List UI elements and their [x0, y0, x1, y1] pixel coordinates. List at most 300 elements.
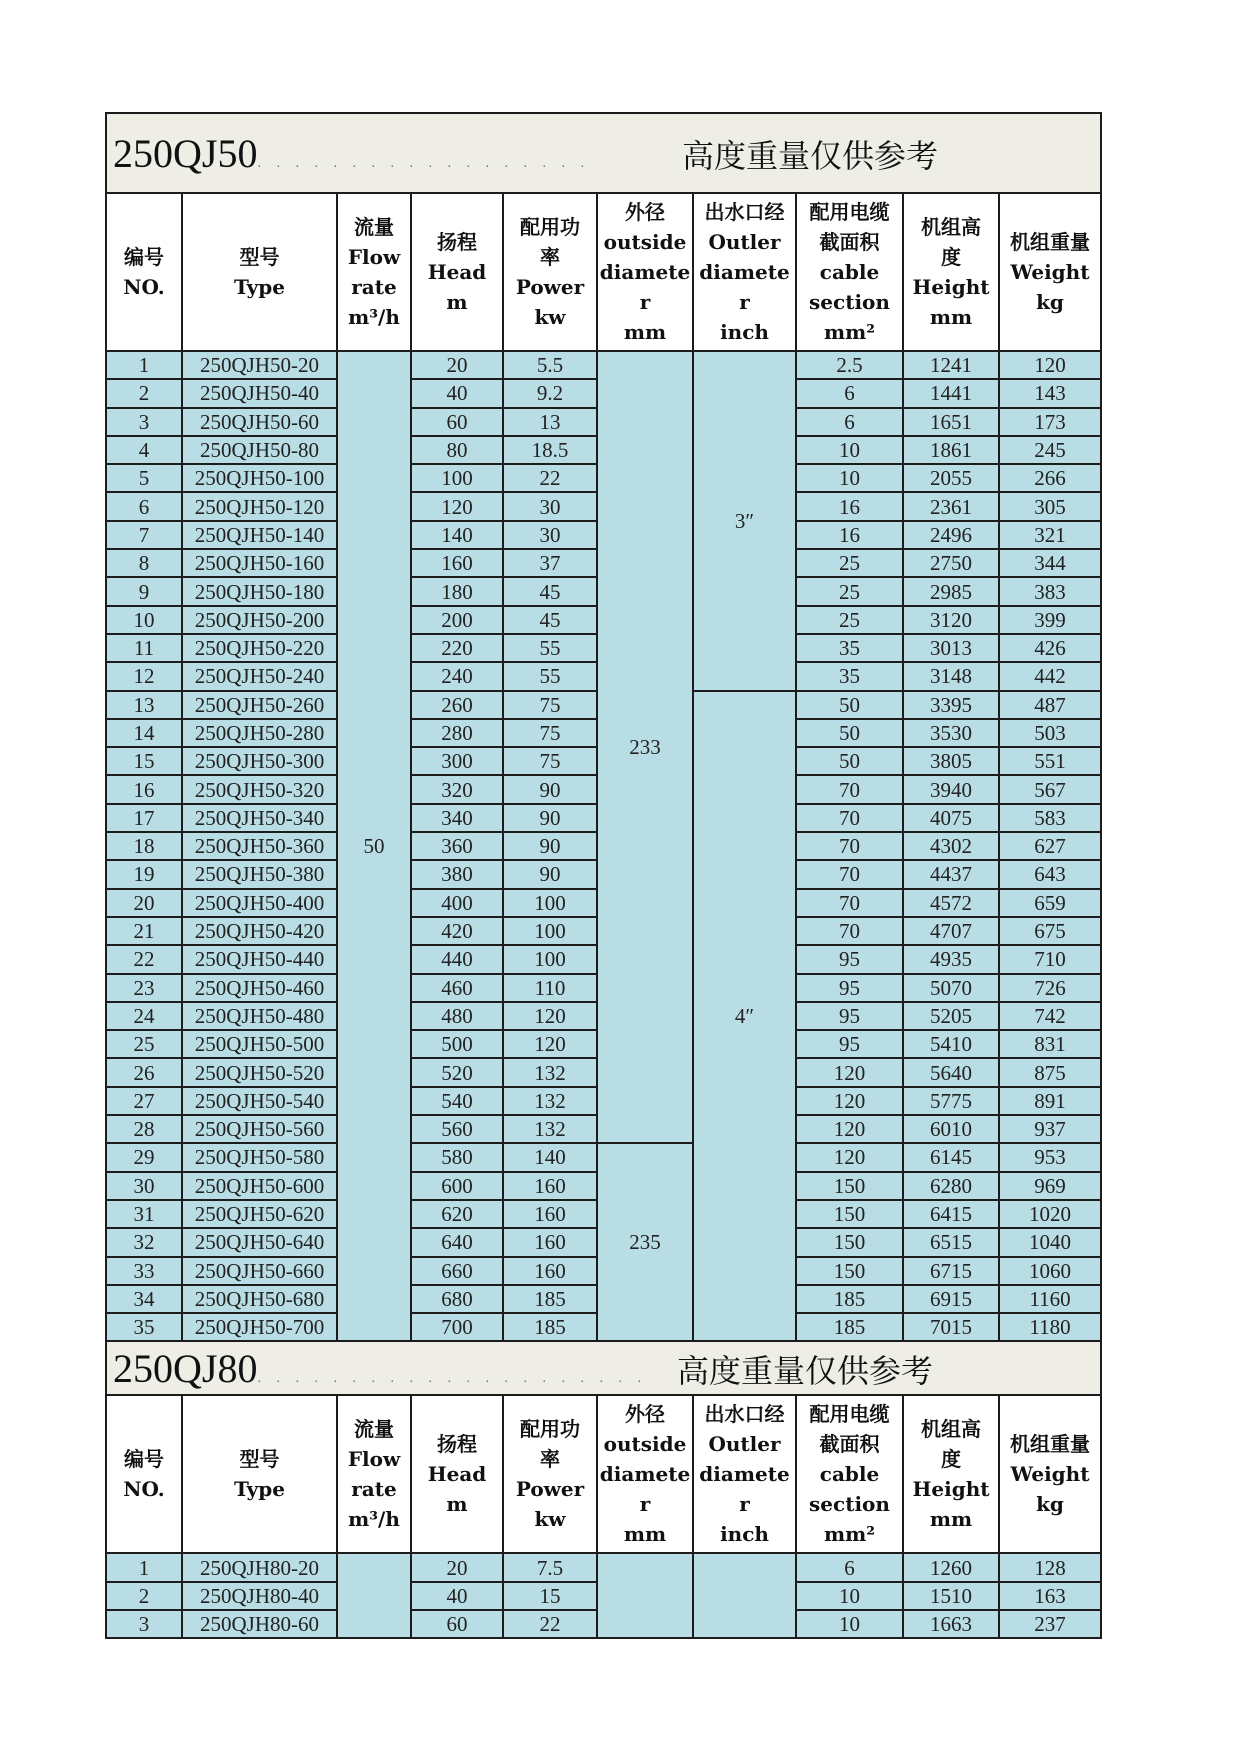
header-flow-line: 流量	[354, 215, 394, 239]
cell-type: 250QJH50-160	[182, 549, 337, 577]
cell-type: 250QJH80-60	[182, 1610, 337, 1638]
header-outside-line: diamete	[599, 1462, 691, 1487]
cell-weight: 1180	[999, 1313, 1101, 1341]
header-outlet-line: Outler	[708, 230, 781, 254]
cell-weight: 891	[999, 1087, 1101, 1115]
cell-height: 3805	[903, 747, 999, 775]
header-outlet-line: diamete	[699, 1462, 790, 1487]
header-flow	[337, 1395, 411, 1553]
cell-cable: 150	[796, 1172, 903, 1200]
cell-head: 240	[411, 662, 503, 690]
header-outlet-line: Outler	[708, 1432, 781, 1457]
cell-type: 250QJH50-620	[182, 1200, 337, 1228]
cell-type: 250QJH50-280	[182, 719, 337, 747]
table-row	[106, 351, 1101, 379]
cell-weight: 567	[999, 775, 1101, 803]
section-note: 高度重量仅供参考	[681, 136, 938, 175]
cell-type: 250QJH50-480	[182, 1002, 337, 1030]
cell-weight: 627	[999, 832, 1101, 860]
cell-power: 5.5	[503, 351, 597, 379]
cell-no: 30	[106, 1172, 182, 1200]
cell-weight: 675	[999, 917, 1101, 945]
cell-cable: 10	[796, 1582, 903, 1610]
header-power-line: Power	[515, 275, 585, 299]
cell-cable: 95	[796, 1002, 903, 1030]
header-head-line: m	[446, 1492, 468, 1517]
header-cable-line: cable	[819, 260, 880, 284]
cell-head: 680	[411, 1285, 503, 1313]
cell-weight: 953	[999, 1143, 1101, 1171]
cell-head: 20	[411, 351, 503, 379]
cell-power: 75	[503, 719, 597, 747]
header-cable-line: cable	[819, 1462, 880, 1487]
cell-type: 250QJH50-440	[182, 945, 337, 973]
cell-weight: 1040	[999, 1228, 1101, 1256]
cell-power: 132	[503, 1087, 597, 1115]
header-head-line: 扬程	[437, 1432, 477, 1457]
header-cable-line: 截面积	[819, 1432, 880, 1457]
cell-no: 28	[106, 1115, 182, 1143]
header-type-line: Type	[233, 1477, 285, 1502]
cell-power: 55	[503, 634, 597, 662]
header-weight-line: Weight	[1010, 260, 1090, 284]
cell-height: 2985	[903, 577, 999, 605]
cell-power: 100	[503, 889, 597, 917]
cell-cable: 70	[796, 917, 903, 945]
cell-height: 1663	[903, 1610, 999, 1638]
cell-height: 4935	[903, 945, 999, 973]
cell-head: 640	[411, 1228, 503, 1256]
cell-height: 4302	[903, 832, 999, 860]
cell-height: 6715	[903, 1257, 999, 1285]
header-flow-line: m³/h	[348, 305, 400, 329]
cell-cable: 95	[796, 974, 903, 1002]
cell-no: 3	[106, 1610, 182, 1638]
cell-height: 1441	[903, 379, 999, 407]
cell-power: 132	[503, 1115, 597, 1143]
cell-type: 250QJH50-300	[182, 747, 337, 775]
cell-no: 4	[106, 436, 182, 464]
header-type-line: Type	[233, 275, 285, 299]
cell-power: 110	[503, 974, 597, 1002]
cell-cable: 70	[796, 832, 903, 860]
header-height-line: 机组高	[921, 215, 981, 239]
cell-type: 250QJH50-600	[182, 1172, 337, 1200]
cell-flow: 50	[337, 351, 411, 1341]
cell-weight: 1160	[999, 1285, 1101, 1313]
cell-weight: 237	[999, 1610, 1101, 1638]
pump-spec-table	[105, 112, 1102, 1639]
header-height	[903, 193, 999, 351]
cell-type: 250QJH50-220	[182, 634, 337, 662]
cell-power: 185	[503, 1313, 597, 1341]
header-power-line: 配用功	[520, 1417, 580, 1442]
cell-height: 1861	[903, 436, 999, 464]
cell-weight: 710	[999, 945, 1101, 973]
header-height-line: Height	[912, 1477, 990, 1502]
header-cable-line: 配用电缆	[809, 200, 890, 224]
cell-height: 4572	[903, 889, 999, 917]
cell-no: 26	[106, 1058, 182, 1086]
cell-cable: 6	[796, 1553, 903, 1581]
cell-head: 440	[411, 945, 503, 973]
cell-head: 420	[411, 917, 503, 945]
cell-head: 300	[411, 747, 503, 775]
cell-no: 10	[106, 606, 182, 634]
cell-head: 380	[411, 860, 503, 888]
cell-height: 6280	[903, 1172, 999, 1200]
cell-height: 3940	[903, 775, 999, 803]
cell-cable: 70	[796, 889, 903, 917]
cell-type: 250QJH50-40	[182, 379, 337, 407]
cell-no: 24	[106, 1002, 182, 1030]
cell-weight: 831	[999, 1030, 1101, 1058]
cell-cable: 16	[796, 521, 903, 549]
cell-type: 250QJH80-40	[182, 1582, 337, 1610]
cell-no: 15	[106, 747, 182, 775]
cell-type: 250QJH80-20	[182, 1553, 337, 1581]
cell-no: 35	[106, 1313, 182, 1341]
cell-height: 6145	[903, 1143, 999, 1171]
cell-weight: 551	[999, 747, 1101, 775]
cell-weight: 305	[999, 492, 1101, 520]
cell-height: 1241	[903, 351, 999, 379]
cell-cable: 150	[796, 1228, 903, 1256]
cell-no: 8	[106, 549, 182, 577]
cell-type: 250QJH50-560	[182, 1115, 337, 1143]
cell-outside: 233	[597, 351, 693, 1143]
header-flow-line: Flow	[347, 245, 401, 269]
cell-height: 3120	[903, 606, 999, 634]
cell-head: 220	[411, 634, 503, 662]
cell-no: 27	[106, 1087, 182, 1115]
cell-type: 250QJH50-20	[182, 351, 337, 379]
section-code: 250QJ50	[113, 130, 258, 176]
header-cable-line: mm²	[823, 1522, 876, 1547]
cell-power: 100	[503, 917, 597, 945]
header-outlet-line: diamete	[699, 260, 790, 284]
cell-head: 540	[411, 1087, 503, 1115]
cell-type: 250QJH50-380	[182, 860, 337, 888]
cell-cable: 50	[796, 719, 903, 747]
cell-flow	[337, 1553, 411, 1638]
cell-height: 3148	[903, 662, 999, 690]
cell-power: 45	[503, 577, 597, 605]
cell-cable: 10	[796, 464, 903, 492]
cell-power: 30	[503, 492, 597, 520]
header-weight-line: Weight	[1010, 1462, 1090, 1487]
cell-no: 22	[106, 945, 182, 973]
cell-weight: 937	[999, 1115, 1101, 1143]
cell-cable: 50	[796, 747, 903, 775]
cell-no: 5	[106, 464, 182, 492]
cell-power: 160	[503, 1228, 597, 1256]
cell-no: 16	[106, 775, 182, 803]
cell-power: 15	[503, 1582, 597, 1610]
column-header-row	[106, 193, 1101, 351]
cell-head: 560	[411, 1115, 503, 1143]
cell-weight: 383	[999, 577, 1101, 605]
header-outlet-line: 出水口经	[704, 200, 785, 224]
table-row	[106, 1143, 1101, 1171]
cell-power: 120	[503, 1002, 597, 1030]
header-flow-line: 流量	[354, 1417, 394, 1442]
header-cable-line: 配用电缆	[809, 1402, 890, 1427]
cell-power: 22	[503, 464, 597, 492]
header-flow-line: rate	[351, 1477, 397, 1502]
cell-power: 45	[503, 606, 597, 634]
section-code: 250QJ80	[113, 1345, 258, 1391]
cell-no: 7	[106, 521, 182, 549]
cell-weight: 969	[999, 1172, 1101, 1200]
header-height-line: 度	[941, 245, 961, 269]
cell-cable: 70	[796, 775, 903, 803]
cell-no: 17	[106, 804, 182, 832]
cell-height: 3013	[903, 634, 999, 662]
cell-height: 2055	[903, 464, 999, 492]
cell-no: 19	[106, 860, 182, 888]
table-row	[106, 1553, 1101, 1581]
header-head-line: m	[446, 290, 468, 314]
header-no	[106, 193, 182, 351]
cell-height: 2496	[903, 521, 999, 549]
cell-weight: 742	[999, 1002, 1101, 1030]
cell-type: 250QJH50-460	[182, 974, 337, 1002]
cell-type: 250QJH50-520	[182, 1058, 337, 1086]
cell-head: 600	[411, 1172, 503, 1200]
cell-head: 700	[411, 1313, 503, 1341]
cell-no: 14	[106, 719, 182, 747]
header-cable	[796, 1395, 903, 1553]
cell-head: 520	[411, 1058, 503, 1086]
cell-cable: 95	[796, 1030, 903, 1058]
cell-weight: 643	[999, 860, 1101, 888]
section-title-row	[106, 1341, 1101, 1395]
cell-height: 6010	[903, 1115, 999, 1143]
cell-power: 75	[503, 691, 597, 719]
cell-height: 5775	[903, 1087, 999, 1115]
cell-cable: 10	[796, 1610, 903, 1638]
cell-height: 4075	[903, 804, 999, 832]
header-power-line: Power	[515, 1477, 585, 1502]
cell-power: 160	[503, 1257, 597, 1285]
cell-height: 2361	[903, 492, 999, 520]
header-no-line: NO.	[123, 275, 165, 299]
cell-type: 250QJH50-80	[182, 436, 337, 464]
header-no-line: 编号	[124, 245, 164, 269]
header-outside-line: mm	[623, 320, 667, 344]
cell-cable: 120	[796, 1115, 903, 1143]
header-outlet-line: r	[739, 290, 750, 314]
cell-weight: 1020	[999, 1200, 1101, 1228]
cell-power: 55	[503, 662, 597, 690]
section-note: 高度重量仅供参考	[676, 1351, 933, 1390]
cell-type: 250QJH50-360	[182, 832, 337, 860]
cell-outside	[597, 1553, 693, 1638]
header-outlet-line: inch	[720, 1522, 769, 1547]
cell-type: 250QJH50-540	[182, 1087, 337, 1115]
cell-head: 20	[411, 1553, 503, 1581]
cell-power: 185	[503, 1285, 597, 1313]
header-outside	[597, 1395, 693, 1553]
cell-height: 2750	[903, 549, 999, 577]
header-outlet-line: r	[739, 1492, 750, 1517]
cell-type: 250QJH50-580	[182, 1143, 337, 1171]
cell-power: 90	[503, 804, 597, 832]
header-type-line: 型号	[239, 1447, 280, 1472]
header-height-line: 度	[941, 1447, 961, 1472]
cell-power: 75	[503, 747, 597, 775]
cell-cable: 25	[796, 577, 903, 605]
cell-height: 6415	[903, 1200, 999, 1228]
cell-cable: 150	[796, 1200, 903, 1228]
cell-no: 21	[106, 917, 182, 945]
cell-no: 33	[106, 1257, 182, 1285]
cell-type: 250QJH50-320	[182, 775, 337, 803]
header-cable-line: section	[809, 290, 890, 314]
cell-type: 250QJH50-680	[182, 1285, 337, 1313]
header-cable-line: section	[809, 1492, 890, 1517]
header-height-line: mm	[929, 1507, 973, 1532]
cell-type: 250QJH50-140	[182, 521, 337, 549]
header-outside-line: diamete	[599, 260, 691, 284]
cell-no: 9	[106, 577, 182, 605]
cell-outlet	[693, 1553, 796, 1638]
cell-no: 25	[106, 1030, 182, 1058]
header-flow-line: m³/h	[348, 1507, 400, 1532]
cell-outside: 235	[597, 1143, 693, 1341]
cell-type: 250QJH50-60	[182, 408, 337, 436]
cell-weight: 442	[999, 662, 1101, 690]
header-head-line: Head	[427, 260, 487, 284]
cell-cable: 70	[796, 860, 903, 888]
cell-height: 1510	[903, 1582, 999, 1610]
cell-no: 34	[106, 1285, 182, 1313]
cell-cable: 185	[796, 1313, 903, 1341]
cell-head: 180	[411, 577, 503, 605]
cell-no: 1	[106, 1553, 182, 1581]
header-height-line: 机组高	[921, 1417, 981, 1442]
header-power-line: 配用功	[520, 215, 580, 239]
cell-power: 140	[503, 1143, 597, 1171]
cell-power: 100	[503, 945, 597, 973]
cell-weight: 726	[999, 974, 1101, 1002]
header-height-line: Height	[912, 275, 990, 299]
cell-power: 9.2	[503, 379, 597, 407]
cell-head: 200	[411, 606, 503, 634]
cell-power: 7.5	[503, 1553, 597, 1581]
cell-cable: 150	[796, 1257, 903, 1285]
cell-power: 30	[503, 521, 597, 549]
cell-type: 250QJH50-400	[182, 889, 337, 917]
header-flow-line: Flow	[347, 1447, 401, 1472]
header-weight-line: kg	[1036, 290, 1064, 314]
cell-weight: 875	[999, 1058, 1101, 1086]
cell-type: 250QJH50-700	[182, 1313, 337, 1341]
cell-head: 500	[411, 1030, 503, 1058]
cell-height: 5205	[903, 1002, 999, 1030]
header-no-line: 编号	[124, 1447, 164, 1472]
cell-no: 18	[106, 832, 182, 860]
header-power-line: kw	[534, 305, 566, 329]
header-weight	[999, 193, 1101, 351]
header-cable	[796, 193, 903, 351]
cell-type: 250QJH50-640	[182, 1228, 337, 1256]
cell-power: 90	[503, 860, 597, 888]
cell-power: 90	[503, 832, 597, 860]
cell-weight: 245	[999, 436, 1101, 464]
cell-cable: 35	[796, 634, 903, 662]
header-no-line: NO.	[123, 1477, 165, 1502]
cell-head: 620	[411, 1200, 503, 1228]
cell-head: 260	[411, 691, 503, 719]
cell-cable: 50	[796, 691, 903, 719]
cell-power: 18.5	[503, 436, 597, 464]
cell-weight: 344	[999, 549, 1101, 577]
header-head-line: 扬程	[437, 230, 477, 254]
cell-type: 250QJH50-100	[182, 464, 337, 492]
cell-no: 12	[106, 662, 182, 690]
header-outside	[597, 193, 693, 351]
cell-outlet: 4″	[693, 691, 796, 1342]
section-title-cell	[106, 113, 1101, 193]
cell-head: 340	[411, 804, 503, 832]
header-power-line: 率	[540, 1447, 560, 1472]
cell-cable: 2.5	[796, 351, 903, 379]
cell-no: 29	[106, 1143, 182, 1171]
cell-height: 6915	[903, 1285, 999, 1313]
header-type	[182, 1395, 337, 1553]
cell-type: 250QJH50-340	[182, 804, 337, 832]
cell-cable: 95	[796, 945, 903, 973]
header-weight-line: 机组重量	[1010, 1432, 1090, 1457]
header-outside-line: outside	[603, 1432, 687, 1457]
cell-weight: 399	[999, 606, 1101, 634]
cell-no: 6	[106, 492, 182, 520]
header-head-line: Head	[427, 1462, 487, 1487]
cell-height: 1651	[903, 408, 999, 436]
section-dots: . . . . . . . . . . . . . . . . . .	[257, 155, 590, 171]
cell-weight: 426	[999, 634, 1101, 662]
cell-head: 480	[411, 1002, 503, 1030]
cell-cable: 35	[796, 662, 903, 690]
cell-head: 580	[411, 1143, 503, 1171]
header-weight	[999, 1395, 1101, 1553]
cell-power: 120	[503, 1030, 597, 1058]
cell-weight: 583	[999, 804, 1101, 832]
cell-type: 250QJH50-120	[182, 492, 337, 520]
section-dots: . . . . . . . . . . . . . . . . . . . . .	[257, 1370, 647, 1386]
cell-cable: 185	[796, 1285, 903, 1313]
cell-type: 250QJH50-200	[182, 606, 337, 634]
header-power-line: kw	[534, 1507, 566, 1532]
cell-no: 1	[106, 351, 182, 379]
cell-no: 2	[106, 1582, 182, 1610]
cell-cable: 10	[796, 436, 903, 464]
cell-height: 5640	[903, 1058, 999, 1086]
header-no	[106, 1395, 182, 1553]
header-outside-line: 外径	[625, 1402, 665, 1427]
cell-weight: 120	[999, 351, 1101, 379]
header-outside-line: r	[639, 290, 651, 314]
cell-power: 132	[503, 1058, 597, 1086]
cell-outlet: 3″	[693, 351, 796, 691]
cell-weight: 173	[999, 408, 1101, 436]
header-outlet-line: 出水口经	[704, 1402, 785, 1427]
cell-head: 400	[411, 889, 503, 917]
cell-type: 250QJH50-420	[182, 917, 337, 945]
cell-height: 1260	[903, 1553, 999, 1581]
